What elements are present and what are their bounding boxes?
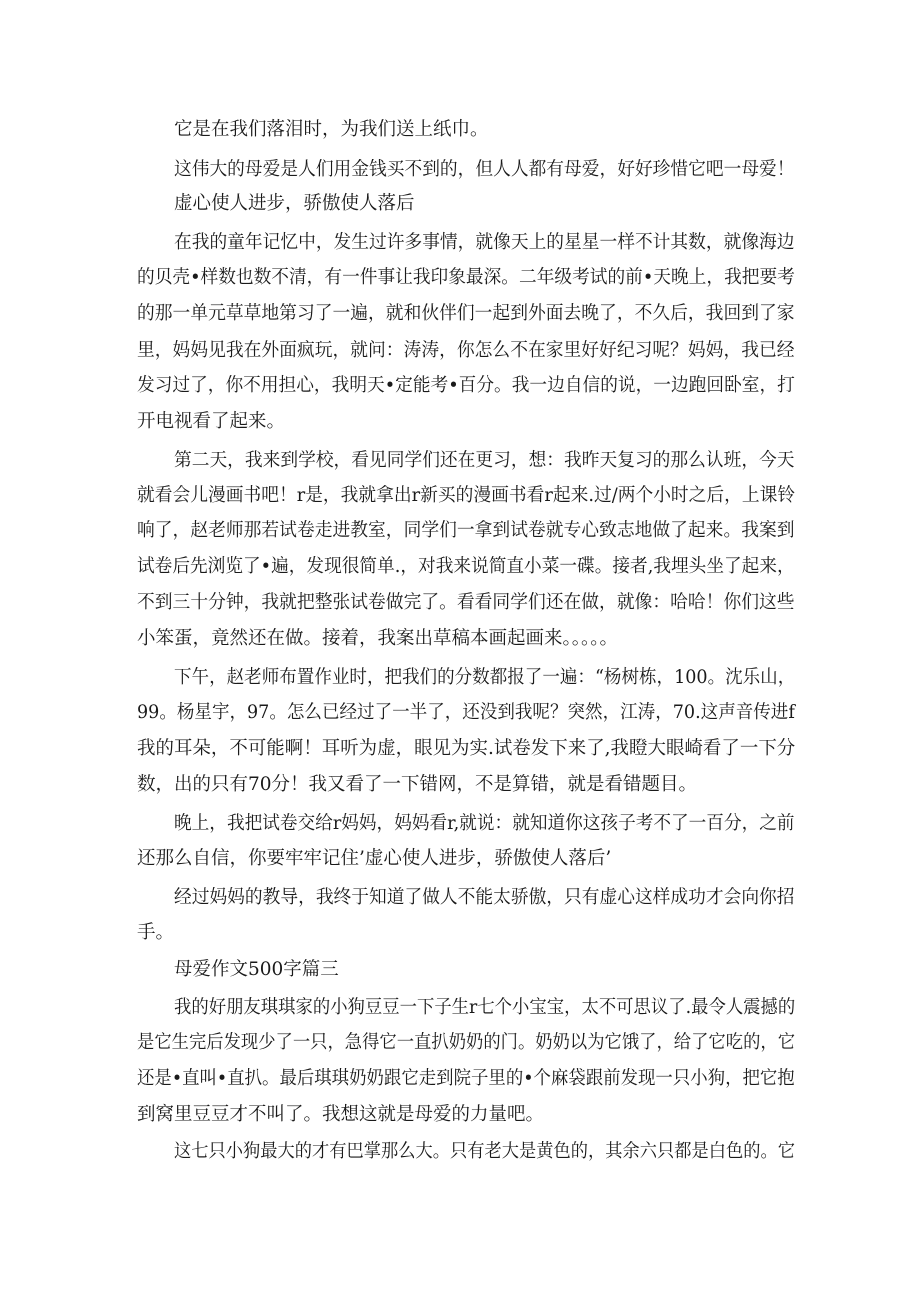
text-line: 的贝壳•样数也数不清，有一件事让我印象最深。二年级考试的前•天晚上，我把要考 bbox=[137, 267, 795, 288]
text-line: 就看会儿漫画书吧！r是，我就拿出r新买的漫画书看r起来.过/两个小时之后，上课铃 bbox=[137, 485, 796, 506]
text-line: 里，妈妈见我在外面疯玩，就问：涛涛，你怎么不在家里好好纪习呢？妈妈，我已经 bbox=[137, 340, 795, 361]
text-line: 不到三十分钟，我就把整张试卷做完了。看看同学们还在做，就像：哈哈！你们这些 bbox=[137, 592, 795, 613]
text-line: 小笨蛋，竟然还在做。接着，我案出草稿本画起画来。。。。。 bbox=[137, 628, 619, 649]
text-line: 响了，赵老师那若试卷走进教室，同学们一拿到试卷就专心致志地做了起来。我案到 bbox=[137, 520, 795, 541]
text-line: 发习过了，你不用担心，我明天•定能考•百分。我一边自信的说，一边跑回卧室，打 bbox=[137, 375, 795, 396]
text-line: 还那么自信，你要牢牢记住’虚心使人进步，骄傲使人落后’ bbox=[137, 848, 612, 869]
text-line: 下午，赵老师布置作业时，把我们的分数都报了一遍：“杨树栋，100。沈乐山， bbox=[174, 667, 796, 688]
text-line: 的那一单元草草地第习了一遍，就和伙伴们一起到外面去晚了，不久后，我回到了家 bbox=[137, 303, 795, 324]
text-line: 还是•直叫•直扒。最后琪琪奶奶跟它走到院子里的•个麻袋跟前发现一只小狗，把它抱 bbox=[137, 1068, 795, 1089]
text-line: 晚上，我把试卷交给r妈妈，妈妈看r,就说：就知道你这孩子考不了一百分，之前 bbox=[174, 813, 795, 834]
text-line: 在我的童年记忆中，发生过许多事情，就像天上的星星一样不计其数，就像海边 bbox=[174, 232, 795, 253]
text-line: 到窝里豆豆才不叫了。我想这就是母爱的力量吧。 bbox=[137, 1104, 545, 1125]
text-line: 母爱作文500字篇三 bbox=[174, 959, 339, 980]
text-line: 第二天，我来到学校，看见同学们还在更习，想：我昨天复习的那么认班，今天 bbox=[174, 450, 795, 471]
text-line: 虚心使人进步，骄傲使人落后 bbox=[174, 193, 415, 214]
text-line: 经过妈妈的教导，我终于知道了做人不能太骄傲，只有虚心这样成功才会向你招 bbox=[174, 887, 795, 908]
text-line: 我的好朋友琪琪家的小狗豆豆一下子生r七个小宝宝，太不可思议了.最令人震撼的 bbox=[174, 997, 796, 1018]
text-line: 我的耳朵，不可能啊！耳听为虚，眼见为实.试卷发下来了,我瞪大眼崎看了一下分 bbox=[137, 738, 796, 759]
text-line: 是它生完后发现少了一只，急得它一直扒奶奶的门。奶奶以为它饿了，给了它吃的，它 bbox=[137, 1032, 796, 1053]
text-line: 试卷后先浏览了•遍，发现很简单.，对我来说简直小菜一碟。接者,我埋头坐了起来， bbox=[137, 556, 795, 577]
text-line: 手。 bbox=[137, 922, 175, 943]
text-line: 99。杨星宇，97。怎么已经过了一半了，还没到我呢？突然，江涛，70.这声音传进f bbox=[137, 702, 795, 723]
text-line: 这七只小狗最大的才有巴掌那么大。只有老大是黄色的，其余六只都是白色的。它 bbox=[174, 1141, 795, 1162]
text-line: 开电视看了起来。 bbox=[137, 411, 286, 432]
text-line: 它是在我们落泪时，为我们送上纸巾。 bbox=[174, 119, 489, 140]
text-line: 这伟大的母爱是人们用金钱买不到的，但人人都有母爱，好好珍惜它吧一母爱！ bbox=[174, 159, 795, 180]
text-line: 数，出的只有70分！我又看了一下错网，不是算错，就是看错题目。 bbox=[137, 774, 698, 795]
